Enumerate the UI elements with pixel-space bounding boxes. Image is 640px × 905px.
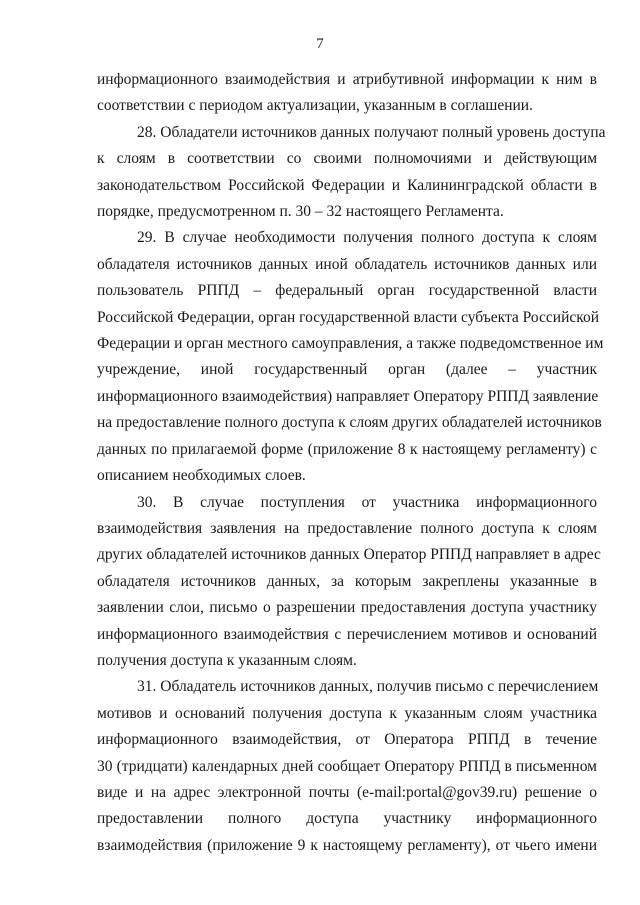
text-line: информационного взаимодействия и атрибутивной информации к ним в <box>97 71 597 88</box>
text-line: к слоям в соответствии со своими полномочиями и действующим <box>97 150 597 168</box>
text-line: 29. В случае необходимости получения полного доступа к слоям <box>137 229 597 247</box>
text-line: информационного взаимодействия) направляет Оператору РППД заявление <box>97 387 599 405</box>
text-line: обладателя источников данных иной обладатель источников данных или <box>97 255 597 273</box>
text-line: получения доступа к указанным слоям. <box>97 651 357 669</box>
body-text <box>97 67 606 859</box>
text-line: описанием необходимых слоев. <box>97 467 306 485</box>
text-line: порядке, предусмотренном п. 30 – 32 настоящего Регламента. <box>97 203 504 221</box>
text-line: предоставлении полного доступа участнику информационного <box>97 810 597 828</box>
text-line: Российской Федерации, орган государственной власти субъекта Российской <box>97 308 600 326</box>
text-line: 31. Обладатель источников данных, получив письмо с перечислением <box>137 678 599 696</box>
text-line: учреждение, иной государственный орган (далее – участник <box>97 361 597 379</box>
text-line: законодательством Российской Федерации и Калининградской области в <box>97 176 597 194</box>
text-line: 28. Обладатели источников данных получают полный уровень доступа <box>137 123 606 141</box>
text-line: взаимодействия заявления на предоставление полного доступа к слоям <box>97 519 597 537</box>
text-line: пользователь РППД – федеральный орган государственной власти <box>97 282 597 300</box>
text-line: других обладателей источников данных Оператор РППД направляет в адрес <box>97 546 601 564</box>
text-line: 30 (тридцати) календарных дней сообщает Оператору РППД в письменном <box>97 757 597 775</box>
text-line: данных по прилагаемой форме (приложение 8 к настоящему регламенту) с <box>97 440 597 458</box>
text-line: обладателя источников данных, за которым закреплены указанные в <box>97 572 597 590</box>
text-line: информационного взаимодействия, от Оператора РППД в течение <box>97 731 597 749</box>
text-line: заявлении слои, письмо о разрешении предоставления доступа участнику <box>97 599 597 617</box>
text-line: взаимодействия (приложение 9 к настоящему регламенту), от чьего имени <box>97 836 597 854</box>
text-line: мотивов и оснований получения доступа к указанным слоям участника <box>97 704 597 722</box>
text-line: 30. В случае поступления от участника информационного <box>137 493 597 511</box>
text-line: виде и на адрес электронной почты (e-mail:portal@gov39.ru) решение о <box>97 783 597 801</box>
text-line: на предоставление полного доступа к слоям других обладателей источников <box>97 414 602 432</box>
text-line: информационного взаимодействия с перечислением мотивов и оснований <box>97 625 597 643</box>
text-line: соответствии с периодом актуализации, указанным в соглашении. <box>97 97 533 115</box>
text-line: Федерации и орган местного самоуправления, а также подведомственное им <box>97 335 604 353</box>
page-number: 7 <box>316 36 324 52</box>
